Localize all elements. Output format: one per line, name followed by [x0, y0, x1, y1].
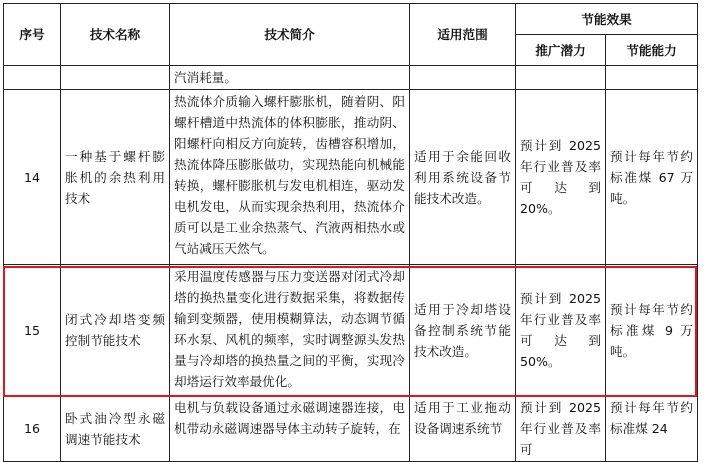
- row-potential: 预计到 2025 年行业普及率可: [516, 396, 606, 462]
- row-scope: 适用于余能回收利用系统设备节能技术改造。: [410, 90, 516, 265]
- row-intro: 热流体介质输入螺杆膨胀机，随着阴、阳螺杆槽道中热流体的体积膨胀，推动阴、阳螺杆向相反方向旋转，齿槽容积增加，热流体降压膨胀做功，实现热能向机械能转换，螺杆膨胀机与发电机相连，驱动发电机发电，从而实现余热利用，热流体介质可以是工业余热蒸气、汽液两相热水或气站减压天然气。: [170, 90, 410, 265]
- row-seq: [4, 66, 61, 90]
- table-row: [4, 66, 698, 90]
- row-intro: 汽消耗量。: [170, 66, 410, 90]
- header-effect: 节能效果: [516, 4, 698, 35]
- table-row: [4, 396, 698, 462]
- row-potential: 预计到 2025 年行业普及率可达到 20%。: [516, 90, 606, 265]
- row-intro: 电机与负载设备通过永磁调速器连接，电机带动永磁调速器导体主动转子旋转，在: [170, 396, 410, 462]
- table-row: [4, 265, 698, 396]
- row-capacity: [606, 66, 698, 90]
- energy-saving-tech-table: [3, 3, 698, 462]
- row-capacity: 预计每年节约标准煤 9 万吨。: [606, 265, 698, 396]
- row-name: 一种基于螺杆膨胀机的余热利用技术: [61, 90, 170, 265]
- row-potential: 预计到 2025 年行业普及率可达到 50%。: [516, 265, 606, 396]
- row-name: [61, 66, 170, 90]
- row-seq: 14: [4, 90, 61, 265]
- header-scope: 适用范围: [410, 4, 516, 66]
- row-capacity: 预计每年节约标准煤 67 万吨。: [606, 90, 698, 265]
- row-capacity: 预计每年节约标准煤 24: [606, 396, 698, 462]
- row-intro: 采用温度传感器与压力变送器对闭式冷却塔的换热量变化进行数据采集，将数据传输到变频器，使用模糊算法，动态调节循环水泵、风机的频率，实时调整源头发热量与冷却塔的换热量之间的平衡，实现冷却塔运行效率最优化。: [170, 265, 410, 396]
- row-potential: [516, 66, 606, 90]
- row-name: 闭式冷却塔变频控制节能技术: [61, 265, 170, 396]
- table-row: [4, 90, 698, 265]
- header-capacity: 节能能力: [606, 35, 698, 66]
- header-potential: 推广潜力: [516, 35, 606, 66]
- header-seq: 序号: [4, 4, 61, 66]
- header-name: 技术名称: [61, 4, 170, 66]
- row-name: 卧式油冷型永磁调速节能技术: [61, 396, 170, 462]
- row-scope: [410, 66, 516, 90]
- header-intro: 技术简介: [170, 4, 410, 66]
- row-scope: 适用于冷却塔设备控制系统节能技术改造。: [410, 265, 516, 396]
- row-scope: 适用于工业拖动设备调速系统节: [410, 396, 516, 462]
- row-seq: 16: [4, 396, 61, 462]
- row-seq: 15: [4, 265, 61, 396]
